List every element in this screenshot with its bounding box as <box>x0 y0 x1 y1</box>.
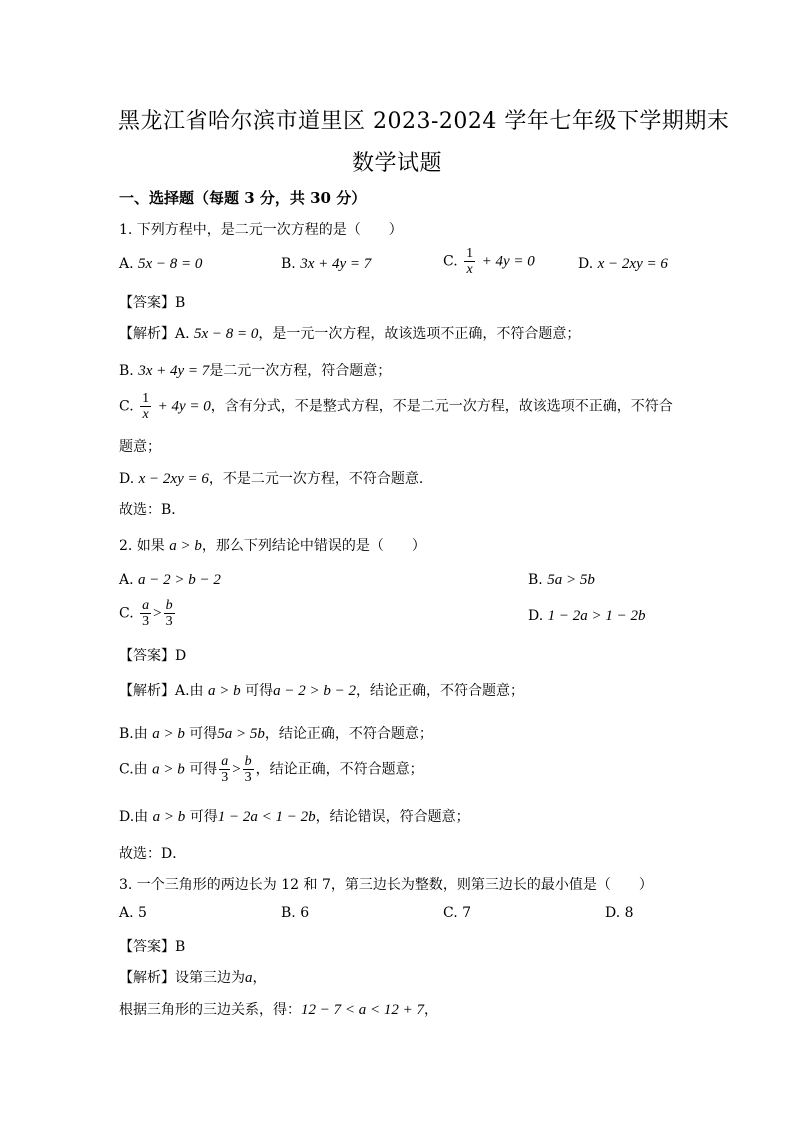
q1-option-a <box>119 256 202 273</box>
q1-exp-d-label: D. <box>119 471 135 487</box>
fraction-denominator: x <box>466 262 473 277</box>
q1-option-c-fraction <box>464 246 475 277</box>
q1-option-d-label: D. <box>578 256 594 272</box>
fraction-denominator: 3 <box>165 614 173 629</box>
q3-option-d: D. 8 <box>605 905 634 921</box>
greater-than-sign: > <box>232 761 241 778</box>
q1-exp-a-text: ，是一元一次方程，故该选项不正确，不符合题意； <box>258 326 581 342</box>
q2-option-d-math: 1 − 2a > 1 − 2b <box>547 608 646 624</box>
doc-title-line1: 黑龙江省哈尔滨市道里区 2023-2024 学年七年级下学期期末 <box>118 109 730 134</box>
q2-explanation-c <box>119 754 424 785</box>
q2-exp-c-get: 可得 <box>189 761 218 778</box>
q2-exp-d-cond: a > b <box>152 809 186 825</box>
q1-option-b-label: B. <box>281 256 296 272</box>
q2-exp-a-math: a − 2 > b − 2 <box>273 683 356 699</box>
q1-exp-b-text: 是二元一次方程，符合题意； <box>209 363 392 379</box>
doc-title-line2: 数学试题 <box>352 151 443 176</box>
q1-exp-c-rest: + 4y = 0 <box>157 398 211 415</box>
q1-answer: 【答案】B <box>119 295 186 311</box>
q2-exp-d-math: 1 − 2a < 1 − 2b <box>217 809 316 825</box>
q2-explanation-a <box>119 680 524 700</box>
q1-conclusion: 故选：B． <box>119 502 186 518</box>
q2-exp-b-get: 可得 <box>189 726 218 742</box>
q1-exp-c-fraction <box>140 391 151 422</box>
fraction-numerator: a <box>221 754 229 769</box>
q2-exp-a-get: 可得 <box>245 683 274 699</box>
q2-exp-a-cond: a > b <box>208 683 241 699</box>
q2-option-b-math: 5a > 5b <box>547 572 595 588</box>
q1-option-c-label: C. <box>443 253 458 270</box>
q3-option-c: C. 7 <box>443 905 472 921</box>
q2-stem-post: ，那么下列结论中错误的是（ ） <box>201 538 426 554</box>
q3-exp-line1-math: a <box>245 970 253 986</box>
q2-option-c-fraction-a <box>140 598 151 629</box>
fraction-numerator: b <box>244 754 252 769</box>
fraction-numerator: 1 <box>466 246 474 261</box>
q3-exp-line2-math: 12 − 7 < a < 12 + 7 <box>301 1002 424 1018</box>
q3-exp-line2-end: ， <box>424 1002 438 1018</box>
q1-explanation-a <box>119 323 580 343</box>
greater-than-sign: > <box>153 605 162 622</box>
q1-exp-c-label: C. <box>119 398 134 415</box>
q2-option-a-math: a − 2 > b − 2 <box>138 572 221 588</box>
q1-option-a-math: 5x − 8 = 0 <box>138 256 203 272</box>
q2-explanation-head: 【解析】 <box>119 683 175 699</box>
q1-option-c <box>443 246 535 277</box>
q3-option-a: A. 5 <box>119 905 147 921</box>
q1-exp-d-text: ，不是二元一次方程，不符合题意． <box>208 471 433 487</box>
fraction-denominator: 3 <box>142 614 150 629</box>
q2-option-b <box>528 572 595 589</box>
q2-exp-c-fraction-a <box>219 754 230 785</box>
q2-option-d-label: D. <box>528 608 544 624</box>
q2-exp-c-fraction-b <box>243 754 254 785</box>
q2-stem <box>119 535 426 555</box>
q1-exp-a-label: A. <box>175 326 190 342</box>
q1-option-b <box>281 256 371 273</box>
q1-exp-b-label: B. <box>119 363 134 379</box>
q2-option-a <box>119 572 221 589</box>
q2-exp-b-cond: a > b <box>152 726 185 742</box>
q1-option-c-rest: + 4y = 0 <box>481 253 535 270</box>
q3-exp-line1-text: 设第三边为 <box>175 970 245 986</box>
q3-stem: 3. 一个三角形的两边长为 12 和 7，第三边长为整数，则第三边长的最小值是（ ） <box>119 877 653 893</box>
q2-exp-d-get: 可得 <box>189 809 218 825</box>
q2-exp-a-pre: A.由 <box>175 683 204 699</box>
q2-option-d <box>528 608 646 625</box>
q3-explanation-head: 【解析】 <box>119 970 175 986</box>
q2-option-c <box>119 598 177 629</box>
q2-answer: 【答案】D <box>119 648 187 664</box>
q2-option-b-label: B. <box>528 572 543 588</box>
q1-exp-c-text: ，含有分式，不是整式方程，不是二元一次方程，故该选项不正确，不符合 <box>210 398 673 415</box>
q2-exp-a-text: ，结论正确，不符合题意； <box>355 683 524 699</box>
q2-exp-b-pre: B.由 <box>119 726 148 742</box>
q3-exp-line1-end: ， <box>252 970 267 986</box>
q2-exp-d-text: ，结论错误，符合题意； <box>315 809 470 825</box>
q1-explanation-b <box>119 360 391 380</box>
fraction-denominator: 3 <box>244 770 252 785</box>
q1-option-b-math: 3x + 4y = 7 <box>300 256 372 272</box>
q1-exp-c-text2: 题意； <box>119 439 161 455</box>
q1-explanation-head: 【解析】 <box>119 326 175 342</box>
q2-option-c-fraction-b <box>164 598 175 629</box>
q2-conclusion: 故选：D． <box>119 846 187 862</box>
q1-explanation-d <box>119 468 433 488</box>
q2-exp-d-pre: D.由 <box>119 809 149 825</box>
q3-answer: 【答案】B <box>119 939 186 955</box>
section-heading: 一、选择题（每题 3 分，共 30 分） <box>119 189 367 207</box>
fraction-denominator: 3 <box>221 770 229 785</box>
fraction-numerator: a <box>142 598 150 613</box>
q1-exp-b-math: 3x + 4y = 7 <box>138 363 210 379</box>
fraction-denominator: x <box>142 407 149 422</box>
q2-exp-c-cond: a > b <box>152 761 185 778</box>
q1-explanation-c <box>119 391 673 422</box>
q3-exp-line2-text: 根据三角形的三边关系，得： <box>119 1002 301 1018</box>
q2-exp-b-text: ，结论正确，不符合题意； <box>264 726 433 742</box>
q2-stem-pre: 2. 如果 <box>119 538 165 554</box>
q1-exp-d-math: x − 2xy = 6 <box>138 471 209 487</box>
q3-explanation-line1 <box>119 967 267 987</box>
q1-option-d-math: x − 2xy = 6 <box>597 256 668 272</box>
q1-exp-a-math: 5x − 8 = 0 <box>194 326 259 342</box>
q2-option-a-label: A. <box>119 572 134 588</box>
q2-explanation-b <box>119 723 433 743</box>
q2-exp-c-text: ，结论正确，不符合题意； <box>255 761 424 778</box>
q1-option-a-label: A. <box>119 256 134 272</box>
q1-stem: 1. 下列方程中，是二元一次方程的是（ ） <box>119 222 403 238</box>
q2-option-c-label: C. <box>119 605 134 622</box>
q3-option-b: B. 6 <box>281 905 310 921</box>
fraction-numerator: 1 <box>142 391 150 406</box>
q3-explanation-line2 <box>119 999 438 1019</box>
q1-option-d <box>578 256 668 273</box>
q2-explanation-d <box>119 806 470 826</box>
q2-stem-math: a > b <box>169 538 202 554</box>
fraction-numerator: b <box>165 598 173 613</box>
q2-exp-b-math: 5a > 5b <box>217 726 265 742</box>
q2-exp-c-pre: C.由 <box>119 761 148 778</box>
